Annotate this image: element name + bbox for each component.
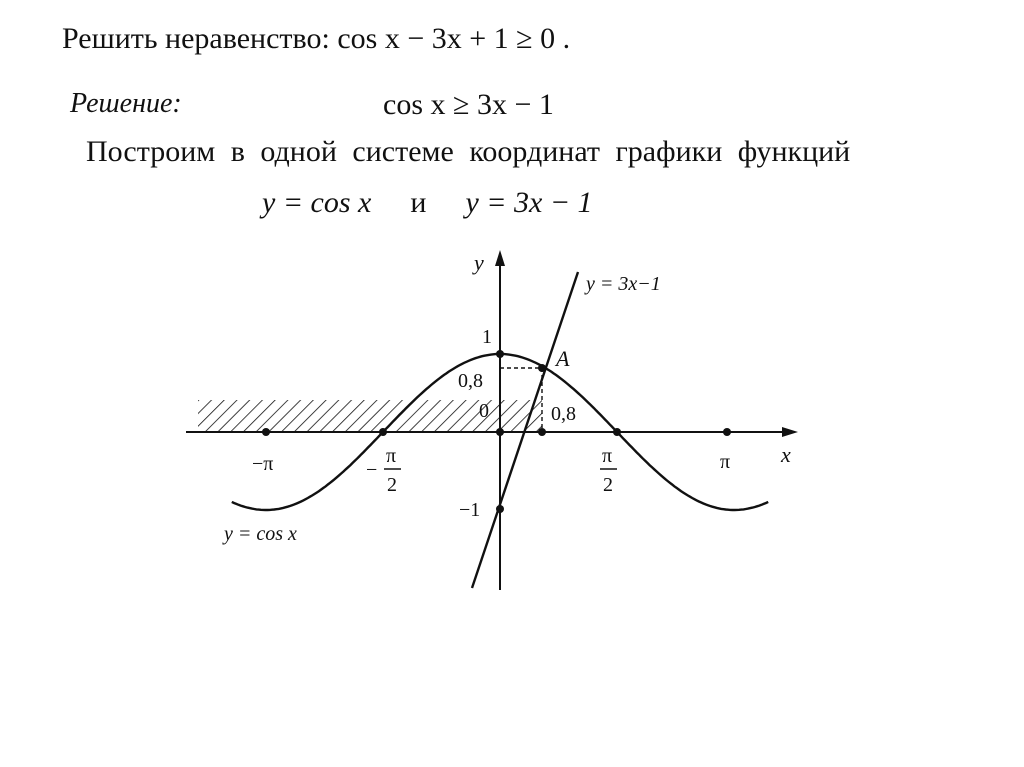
point-pi (723, 428, 731, 436)
x-tick-neg-pi: −π (252, 453, 274, 475)
function-line: y = 3x − 1 (465, 186, 593, 219)
point-x-08 (538, 428, 546, 436)
x-tick-neg-half-pi-sign: − (366, 459, 378, 481)
solution-inequality: cos x ≥ 3x − 1 (383, 88, 554, 121)
x-tick-half-pi-den: 2 (603, 474, 613, 496)
x-tick-pi: π (720, 451, 731, 473)
line-label: y = 3x−1 (586, 273, 661, 295)
y-axis-arrow (495, 250, 505, 266)
x-axis-label: x (781, 442, 791, 467)
point-a-label: A (556, 346, 570, 371)
function-cos: y = cos x (262, 186, 372, 219)
x-tick-0-8: 0,8 (551, 403, 576, 425)
problem-label: Решить неравенство: (62, 22, 330, 55)
hatched-region (198, 400, 542, 432)
solution-label: Решение: (70, 88, 182, 119)
point-a (538, 364, 546, 372)
y-axis-label: y (474, 250, 484, 275)
origin-label: 0 (479, 400, 489, 422)
problem-expression: cos x − 3x + 1 ≥ 0 . (337, 22, 571, 55)
point-half-pi (613, 428, 621, 436)
x-tick-neg-half-pi-den: 2 (387, 474, 397, 496)
y-tick-0-8: 0,8 (458, 370, 483, 392)
x-tick-half-pi-num: π (602, 445, 613, 467)
y-tick-minus-1: −1 (459, 499, 481, 521)
point-y-minus-1 (496, 505, 504, 513)
y-tick-1: 1 (482, 326, 492, 348)
x-tick-neg-half-pi-num: π (386, 445, 397, 467)
x-axis-arrow (782, 427, 798, 437)
point-y-1 (496, 350, 504, 358)
curve-label: y = cos x (224, 523, 297, 545)
construction-text: Построим в одной системе координат графики функций (86, 135, 851, 168)
point-neg-half-pi (379, 428, 387, 436)
point-neg-pi (262, 428, 270, 436)
functions-connector: и (410, 186, 427, 219)
point-origin (496, 428, 504, 436)
